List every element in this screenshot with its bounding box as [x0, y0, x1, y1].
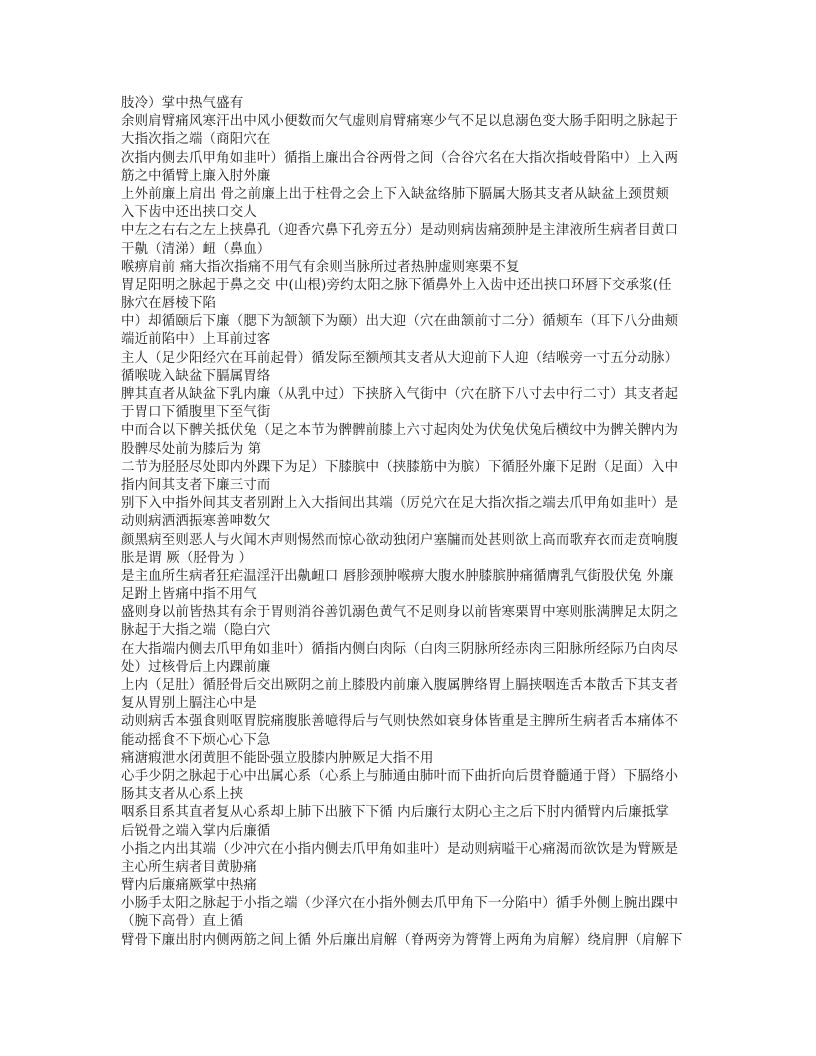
text-line: 是主血所生病者狂疟温淫汗出鼽衄口 唇胗颈肿喉痹大腹水肿膝膑肿痛循膺乳气街股伏兔 外廉 [121, 568, 674, 584]
text-line: 肠其支者从心系上挟 [121, 787, 244, 803]
text-line: 盛则身以前皆热其有余于胃则消谷善饥溺色黄气不足则身以前皆寒栗胃中寒则胀满脾足太阴之 [121, 605, 679, 621]
text-line: 足跗上皆痛中指不用气 [121, 587, 257, 603]
text-line: 上外前廉上肩出 骨之前廉上出于柱骨之会上下入缺盆络肺下膈属大肠其支者从缺盆上颈贯颊 [121, 186, 670, 202]
text-line: 股髀尽处前为膝后为 第 [121, 441, 262, 457]
text-line: 指内间其支者下廉三寸而 [121, 477, 271, 493]
text-line: 咽系目系其直者复从心系却上肺下出腋下下循 内后廉行太阴心主之后下肘内循臂内后廉抵掌 [121, 805, 670, 821]
text-line: 在大指端内侧去爪甲角如韭叶）循指内侧白肉际（白肉三阴脉所经赤肉三阳脉所经际乃白肉尽 [121, 641, 679, 657]
text-line: 余则肩臂痛风寒汗出中风小便数而欠气虚则肩臂痛寒少气不足以息溺色变大肠手阳明之脉起于 [121, 114, 679, 130]
text-line: 胀是谓 厥（胫骨为 ） [121, 550, 253, 566]
text-line: 处）过核骨后上内踝前廉 [121, 659, 271, 675]
text-line: （腕下高骨）直上循 [121, 914, 244, 930]
text-line: 主人（足少阳经穴在耳前起骨）循发际至额颅其支者从大迎前下人迎（结喉旁一寸五分动脉） [121, 350, 679, 366]
text-line: 心手少阴之脉起于心中出属心系（心系上与肺通由肺叶而下曲折向后贯脊髓通于肾）下膈络小 [121, 768, 679, 784]
text-line: 循喉咙入缺盆下膈属胃络 [121, 368, 271, 384]
text-line: 入下齿中还出挟口交人 [121, 205, 257, 221]
text-line: 复从胃别上膈注心中是 [121, 696, 257, 712]
text-line: 臂内后廉痛厥掌中热痛 [121, 878, 257, 894]
text-line: 后锐骨之端入掌内后廉循 [121, 823, 271, 839]
text-line: 筋之中循臂上廉入肘外廉 [121, 168, 271, 184]
text-line: 胃足阳明之脉起于鼻之交 中(山根)旁约太阳之脉下循鼻外上入齿中还出挟口环唇下交承浆(任 [121, 277, 672, 293]
text-line: 喉痹肩前 痛大指次指痛不用气有余则当脉所过者热肿虚则寒栗不复 [121, 259, 520, 275]
text-line: 脉起于大指之端（隐白穴 [121, 623, 271, 639]
text-line: 动则病洒洒振寒善呻数欠 [121, 514, 271, 530]
text-line: 中左之右右之左上挟鼻孔（迎香穴鼻下孔旁五分）是动则病齿痛颈肿是主津液所生病者目黄口 [121, 223, 679, 239]
text-line: 次指内侧去爪甲角如韭叶）循指上廉出合谷两骨之间（合谷穴名在大指次指岐骨陷中）上入两 [121, 150, 679, 166]
text-line: 臂骨下廉出肘内侧两筋之间上循 外后廉出肩解（脊两旁为膂膂上两角为肩解）绕肩胛（肩解下 [121, 932, 683, 948]
text-line: 肢冷）掌中热气盛有 [121, 96, 244, 111]
text-line: 脾其直者从缺盆下乳内廉（从乳中过）下挟脐入气街中（穴在脐下八寸去中行二寸）其支者起 [121, 387, 679, 402]
text-line: 别下入中指外间其支者别跗上入大指间出其端（厉兑穴在足大指次指之端去爪甲角如韭叶）是 [121, 496, 679, 512]
text-line: 二节为胫胫尽处即内外踝下为足）下膝膑中（挟膝筋中为膑）下循胫外廉下足跗（足面）入中 [121, 459, 679, 475]
body-text [121, 95, 711, 950]
text-line: 中而合以下髀关抵伏兔（足之本节为髀髀前膝上六寸起肉处为伏兔伏兔后横纹中为髀关髀内为 [121, 423, 679, 439]
text-line: 主心所生病者目黄胁痛 [121, 859, 257, 875]
text-line: 端近前陷中）上耳前过客 [121, 332, 271, 348]
text-line: 大指次指之端（商阳穴在 [121, 132, 271, 148]
text-line: 动则病舌本强食则呕胃脘痛腹胀善噫得后与气则快然如衰身体皆重是主脾所生病者舌本痛体不 [121, 714, 679, 730]
text-line: 于胃口下循腹里下至气街 [121, 405, 271, 421]
text-line: 痛溏瘕泄水闭黄胆不能卧强立股膝内肿厥足大指不用 [121, 750, 434, 766]
text-line: 小指之内出其端（少冲穴在小指内侧去爪甲角如韭叶）是动则病嗌干心痛渴而欲饮是为臂厥是 [121, 841, 679, 857]
text-line: 能动摇食不下烦心心下急 [121, 732, 271, 748]
text-line: 上内（足肚）循胫骨后交出厥阴之前上膝股内前廉入腹属脾络胃上膈挟咽连舌本散舌下其支者 [121, 678, 679, 693]
text-line: 颜黑病至则恶人与火闻木声则惕然而惊心欲动独闭户塞牖而处甚则欲上高而歌弃衣而走贲响腹 [121, 532, 679, 548]
text-line: 中）却循颐后下廉（腮下为颔颔下为颐）出大迎（穴在曲颔前寸二分）循颊车（耳下八分曲颊 [121, 314, 679, 330]
text-line: 小肠手太阳之脉起于小指之端（少泽穴在小指外侧去爪甲角下一分陷中）循手外侧上腕出踝中 [121, 896, 679, 912]
text-line: 脉穴在唇棱下陷 [121, 296, 217, 312]
text-line: 干鼽（清涕）衄（鼻血） [121, 241, 271, 257]
